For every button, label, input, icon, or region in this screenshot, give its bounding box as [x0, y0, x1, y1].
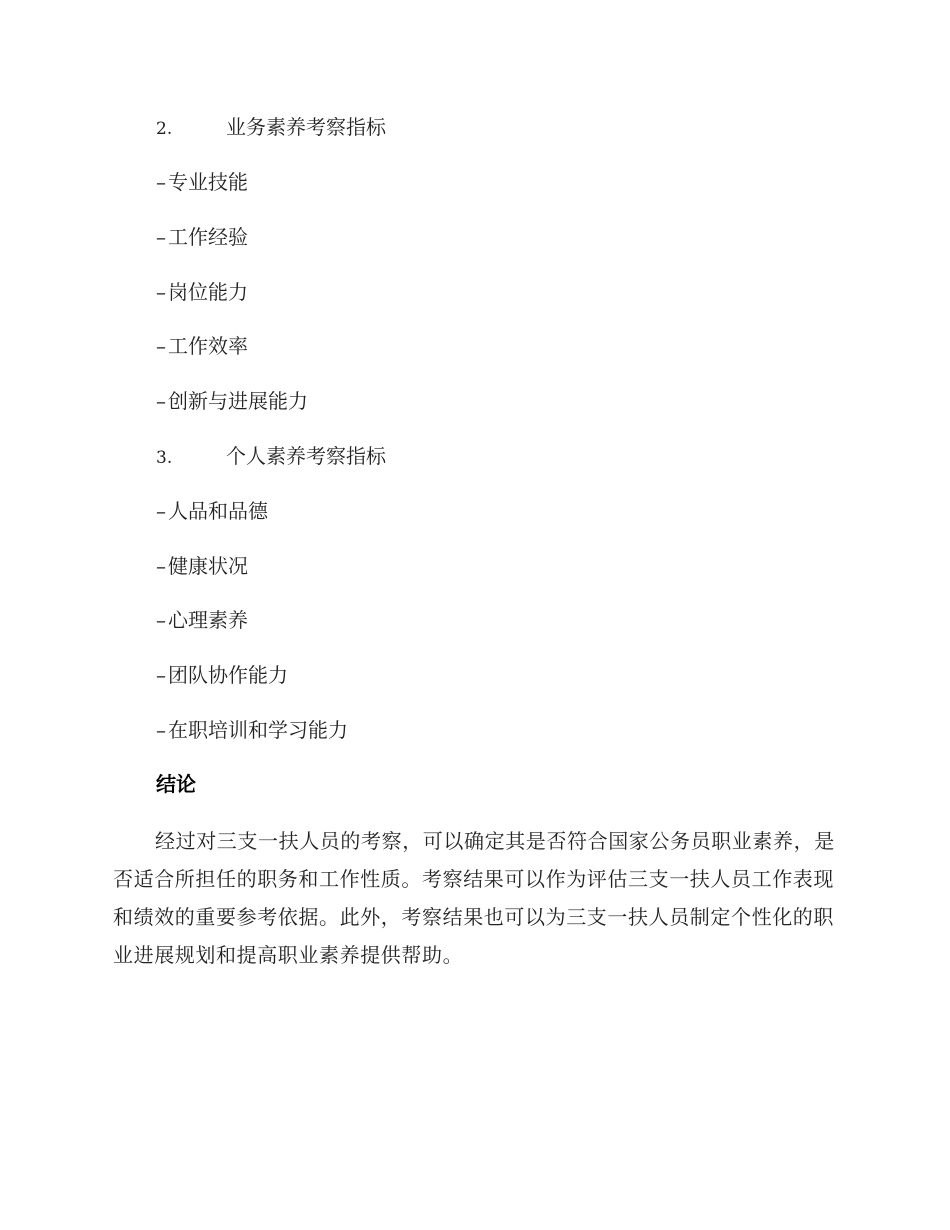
- list-item-text: 岗位能力: [168, 280, 248, 304]
- list-item: [156, 168, 248, 196]
- section-3-heading: [156, 442, 386, 472]
- list-item: [156, 223, 248, 251]
- list-item-text: 在职培训和学习能力: [168, 718, 348, 742]
- list-item-text: 工作效率: [168, 334, 248, 358]
- conclusion-heading: 结论: [156, 772, 196, 796]
- bullet-dash: –: [156, 554, 166, 578]
- list-item: [156, 278, 248, 306]
- section-number: 3.: [156, 448, 173, 468]
- list-item: [156, 552, 248, 580]
- list-item-text: 健康状况: [168, 554, 248, 578]
- list-item: [156, 332, 248, 360]
- bullet-dash: –: [156, 389, 166, 413]
- list-item-text: 工作经验: [168, 225, 248, 249]
- list-item-text: 创新与进展能力: [168, 389, 308, 413]
- bullet-dash: –: [156, 608, 166, 632]
- list-item-text: 专业技能: [168, 170, 248, 194]
- bullet-dash: –: [156, 170, 166, 194]
- section-title: 业务素养考察指标: [226, 115, 386, 139]
- bullet-dash: –: [156, 718, 166, 742]
- bullet-dash: –: [156, 334, 166, 358]
- list-item-text: 人品和品德: [168, 499, 268, 523]
- conclusion-paragraph: 经过对三支一扶人员的考察，可以确定其是否符合国家公务员职业素养，是否适合所担任的职务和工作性质。考察结果可以作为评估三支一扶人员工作表现和绩效的重要参考依据。此外，考察结果也可以为三支一扶人员制定个性化的职业进展规划和提高职业素养提供帮助。: [113, 829, 835, 967]
- list-item: [156, 606, 248, 634]
- bullet-dash: –: [156, 280, 166, 304]
- list-item-text: 心理素养: [168, 608, 248, 632]
- list-item: [156, 661, 288, 689]
- bullet-dash: –: [156, 663, 166, 687]
- section-number: 2.: [156, 119, 173, 139]
- list-item: [156, 716, 348, 744]
- section-2-heading: [156, 113, 386, 143]
- bullet-dash: –: [156, 499, 166, 523]
- list-item: [156, 497, 268, 525]
- list-item-text: 团队协作能力: [168, 663, 288, 687]
- section-title: 个人素养考察指标: [226, 444, 386, 468]
- bullet-dash: –: [156, 225, 166, 249]
- list-item: [156, 387, 308, 415]
